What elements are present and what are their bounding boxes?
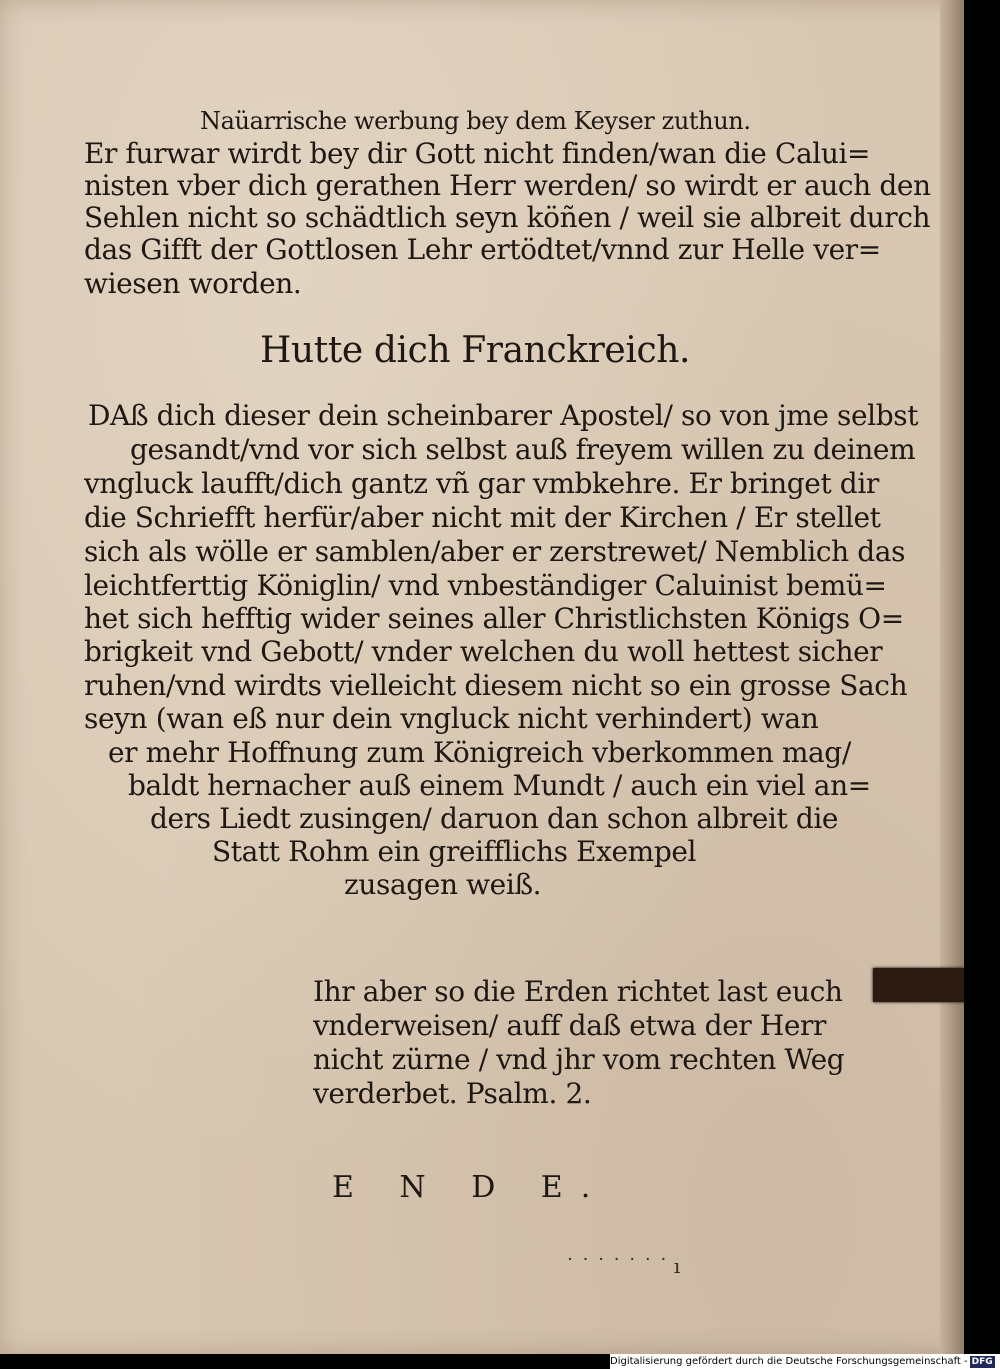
section-heading: Hutte dich Franckreich.: [260, 330, 691, 371]
text-line: nicht zürne / vnd jhr vom rechten Weg: [313, 1043, 845, 1076]
text-line: vngluck laufft/dich gantz vñ gar vmbkehre. Er bringet dir: [84, 467, 879, 500]
page-edge: [940, 0, 964, 1354]
bookmark-tab: [873, 968, 964, 1002]
text-line: sich als wölle er samblen/aber er zerstrewet/ Nemblich das: [84, 535, 906, 568]
text-line: zusagen weiß.: [344, 868, 542, 901]
text-line: die Schriefft herfür/aber nicht mit der Kirchen / Er stellet: [84, 501, 881, 534]
text-line: das Gifft der Gottlosen Lehr ertödtet/vnnd zur Helle ver=: [84, 233, 881, 266]
text-line: leichtferttig Königlin/ vnd vnbeständiger Caluinist bemü=: [84, 569, 887, 602]
text-line: seyn (wan eß nur dein vngluck nicht verhindert) wan: [84, 702, 819, 735]
text-line: Sehlen nicht so schädtlich seyn köñen / weil sie albreit durch: [84, 201, 931, 234]
text-line: nisten vber dich gerathen Herr werden/ so wirdt er auch den: [84, 169, 931, 202]
text-line: het sich hefftig wider seines aller Christlichsten Königs O=: [84, 602, 904, 635]
text-line: Statt Rohm ein greifflichs Exempel: [212, 835, 697, 868]
dfg-logo: DFG: [971, 1357, 993, 1367]
running-head: Naüarrische werbung bey dem Keyser zuthun.: [200, 107, 751, 135]
text-line: vnderweisen/ auff daß etwa der Herr: [313, 1009, 827, 1042]
text-line: gesandt/vnd vor sich selbst auß freyem willen zu deinem: [130, 433, 916, 466]
finis: E N D E.: [332, 1170, 609, 1205]
text-line: DAß dich dieser dein scheinbarer Apostel/ so von jme selbst: [88, 399, 919, 432]
text-line: ruhen/vnd wirdts vielleicht diesem nicht so ein grosse Sach: [84, 669, 908, 702]
text-line: Er furwar wirdt bey dir Gott nicht finden/wan die Calui=: [84, 137, 871, 170]
text-line: Ihr aber so die Erden richtet last euch: [313, 975, 843, 1008]
footer-credit: [610, 1354, 1000, 1369]
marginal-marks: ˙ ˙ ˙ ˙ ˙ ˙ ˙ ı: [565, 1254, 680, 1278]
footer-text: Digitalisierung gefördert durch die Deutsche Forschungsgemeinschaft -: [610, 1356, 968, 1367]
text-line: baldt hernacher auß einem Mundt / auch ein viel an=: [128, 769, 871, 802]
text-line: er mehr Hoffnung zum Königreich vberkommen mag/: [108, 736, 851, 769]
text-line: ders Liedt zusingen/ daruon dan schon albreit die: [150, 802, 839, 835]
text-line: verderbet. Psalm. 2.: [313, 1077, 592, 1110]
text-line: brigkeit vnd Gebott/ vnder welchen du woll hettest sicher: [84, 635, 883, 668]
text-line: wiesen worden.: [84, 267, 302, 300]
